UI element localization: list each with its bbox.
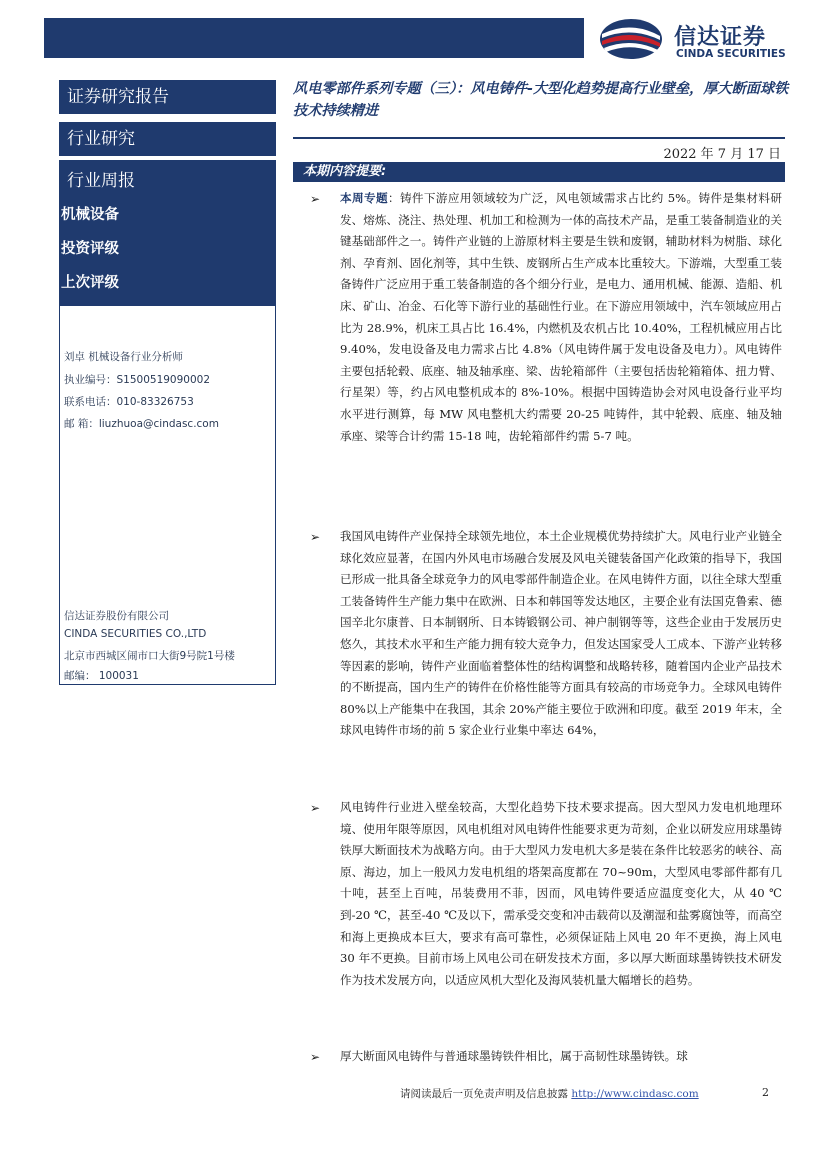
prev-rating-label: 上次评级 <box>61 275 119 291</box>
company-name-en: CINDA SECURITIES CO.,LTD <box>64 628 207 640</box>
bullet-arrow-icon: ➢ <box>310 801 321 815</box>
bullet-arrow-icon: ➢ <box>310 1050 321 1064</box>
paragraph-lead: 本周专题 <box>340 191 388 205</box>
page-number: 2 <box>762 1086 769 1099</box>
sector-label: 机械设备 <box>61 207 119 223</box>
page-footer <box>400 1086 699 1101</box>
summary-paragraph-3: 风电铸件行业进入壁垒较高，大型化趋势下技术要求提高。因大型风力发电机地理环境、使用年限等原因，风电机组对风电铸件性能要求更为苛刻，企业以研发应用球墨铸铁厚大断面技术为战略方向。由于大型风力发电机大多是装在条件比较恶劣的峡谷、高原、海边，加上一般风力发电机组的塔架高度都在 70~90m，大型风电零部件都有几十吨，甚至上百吨，吊装费用不菲，因而，风电铸件要适应温度变化大，从 40 ℃到-20 ℃，甚至-40 ℃及以下，需承受交变和冲击载荷以及潮湿和盐雾腐蚀等，而高空和海上更换成本巨大，要求有高可靠性，必须保证陆上风电 20 年不更换，海上风电 30 年不更换。目前市场上风电公司在研发技术方面，多以厚大断面球墨铸铁技术研发作为技术发展方向，以适应风机大型化及海风装机量大幅增长的趋势。 <box>340 800 782 987</box>
analyst-email[interactable]: 邮 箱：liuzhuoa@cindasc.com <box>64 418 219 430</box>
footer-link[interactable]: http://www.cindasc.com <box>571 1088 699 1100</box>
header-band <box>44 18 584 58</box>
analyst-name: 刘卓 机械设备行业分析师 <box>64 351 183 363</box>
brand-name-cn: 信达证券 <box>674 25 767 50</box>
bullet-arrow-icon: ➢ <box>310 192 321 206</box>
summary-header: 本期内容提要: <box>293 162 785 182</box>
report-date: 2022 年 7 月 17 日 <box>663 147 781 162</box>
summary-paragraph-1 <box>340 188 782 447</box>
analyst-license: 执业编号：S1500519090002 <box>64 374 211 386</box>
report-title: 风电零部件系列专题（三）：风电铸件-大型化趋势提高行业壁垒，厚大断面球铁技术持续精进 <box>293 81 789 119</box>
research-type-label: 行业研究 <box>59 122 276 156</box>
brand-logo <box>598 14 808 64</box>
summary-paragraph-2: 我国风电铸件产业保持全球领先地位，本土企业规模优势持续扩大。风电行业产业链全球化效应显著，在国内外风电市场融合发展及风电关键装备国产化政策的指导下，我国已形成一批具备全球竞争力的风电零部件制造企业。在风电铸件方面，以往全球大型重工装备铸件生产能力集中在欧洲、日本和韩国等发达地区，主要企业有法国克鲁索、德国辛北尔康普、日本制钢所、日本铸锻钢公司、神户制钢等等，这些企业由于发展历史悠久，其技术水平和生产能力拥有较大竞争力，但发达国家受人工成本、下游产业转移等因素的影响，铸件产业面临着整体性的结构调整和战略转移，随着国内企业产品技术的不断提高，国内生产的铸件在价格性能等方面具有较高的市场竞争力。全球风电铸件 80%以上产能集中在我国，其余 20%产能主要位于欧洲和印度。截至 2019 年末，全球风电铸件市场的前 5 家企业行业集中率达 64%， <box>340 529 782 738</box>
summary-paragraph-4: 厚大断面风电铸件与普通球墨铸铁件相比，属于高韧性球墨铸铁。球 <box>340 1049 688 1063</box>
brand-name-en: CINDA SECURITIES <box>676 48 786 60</box>
rating-label: 投资评级 <box>61 241 119 257</box>
paragraph-text: ：铸件下游应用领域较为广泛，风电领域需求占比约 5%。铸件是集材料研发、熔炼、浇注、热处理、机加工和检测为一体的高技术产品，是重工装备制造业的关键基础部件之一。铸件产业链的上游原材料主要是生铁和废钢，辅助材料为树脂、球化剂、孕育剂、固化剂等，其中生铁、废钢所占生产成本比重较大。下游端，大型重工装备铸件广泛应用于重工装备制造的各个细分行业，是电力、通用机械、能源、造船、机床、矿山、冶金、石化等下游行业的基础性行业。在下游应用领域中，汽车领域应用占比为 28.9%，机床工具占比 16.4%，内燃机及农机占比 10.40%，工程机械应用占比 9.40%，发电设备及电力需求占比 4.8%（风电铸件属于发电设备及电力）。风电铸件主要包括轮毂、底座、轴及轴承座、梁、齿轮箱部件（主要包括齿轮箱箱体、扭力臂、行星架）等，约占风电整机成本的 8%-10%。根据中国铸造协会对风电设备行业平均水平进行测算，每 MW 风电整机大约需要 20-25 吨铸件，其中轮毂、底座、轴及轴承座、梁等合计约需 15-18 吨，齿轮箱部件约需 5-7 吨。 <box>340 191 782 443</box>
bullet-arrow-icon: ➢ <box>310 530 321 544</box>
title-divider <box>293 137 785 139</box>
company-name-cn: 信达证券股份有限公司 <box>64 610 169 622</box>
company-postcode: 邮编： 100031 <box>64 670 139 682</box>
footer-disclaimer: 请阅读最后一页免责声明及信息披露 <box>400 1088 568 1100</box>
report-type-label: 证券研究报告 <box>59 80 276 114</box>
company-address: 北京市西城区闹市口大街9号院1号楼 <box>64 650 235 662</box>
analyst-phone: 联系电话：010-83326753 <box>64 396 194 408</box>
brand-logo-icon <box>598 16 664 62</box>
report-kind-label: 行业周报 <box>67 171 135 191</box>
